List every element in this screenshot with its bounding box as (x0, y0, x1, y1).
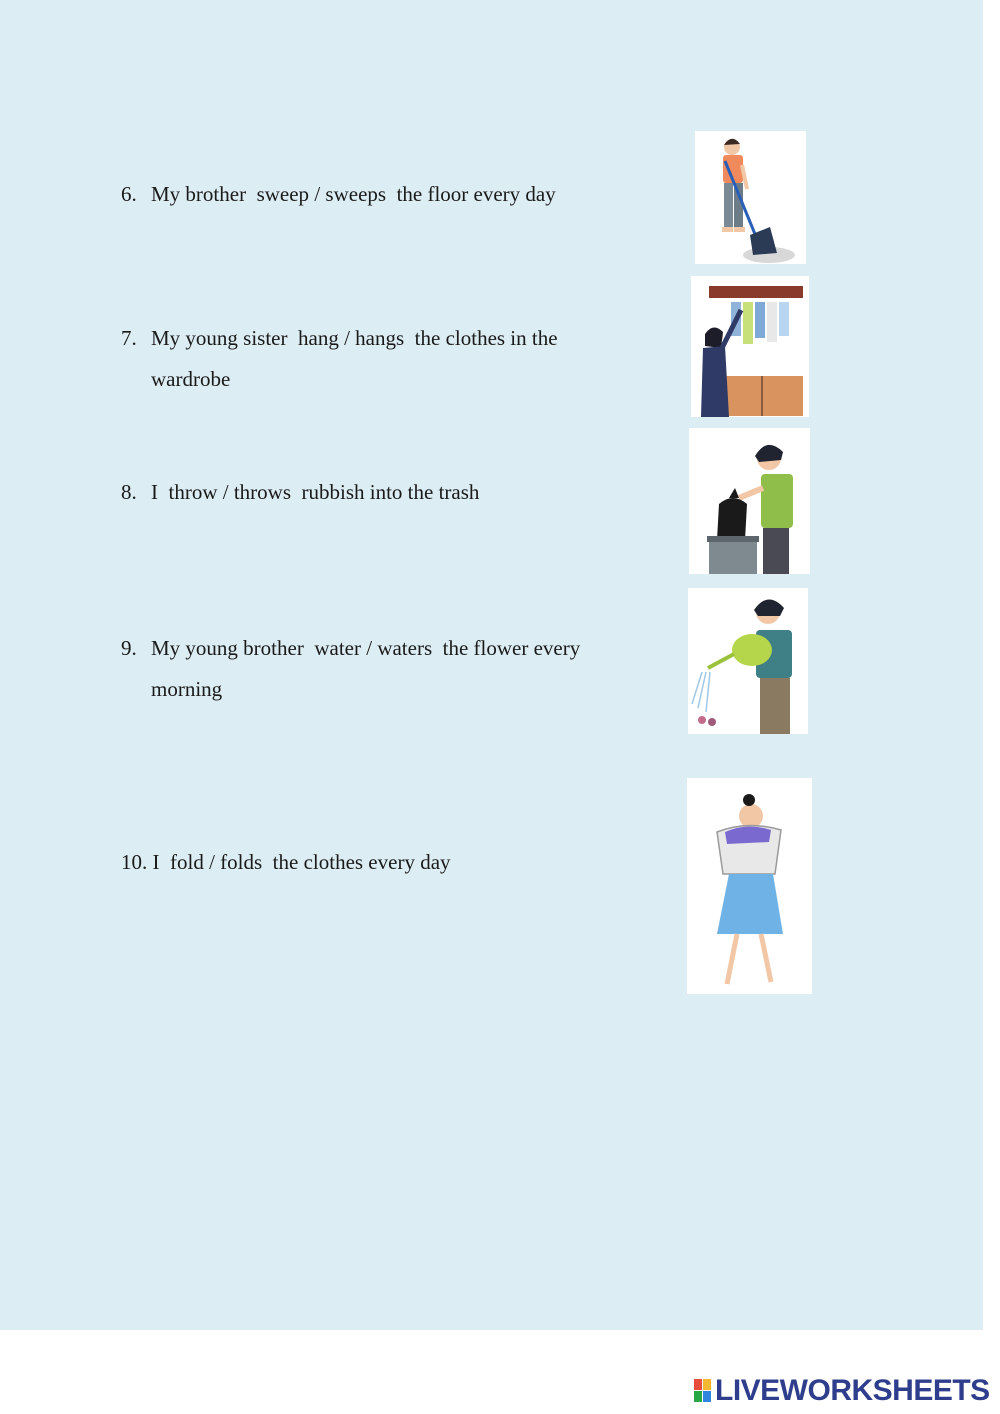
question-number: 8. (121, 480, 137, 504)
option-separator: / (222, 480, 229, 504)
liveworksheets-logo-icon (694, 1379, 712, 1403)
option-b[interactable]: waters (377, 636, 433, 660)
sentence-start: My brother (151, 182, 247, 206)
sentence-end: the floor every day (396, 182, 556, 206)
question-number: 7. (121, 326, 137, 350)
boy-sweeping-floor-image (695, 131, 806, 264)
option-b[interactable]: folds (220, 850, 263, 874)
sentence-end: the flower every morning (151, 636, 581, 701)
question-9 (121, 628, 591, 710)
option-b[interactable]: sweeps (325, 182, 387, 206)
liveworksheets-brand[interactable] (694, 1374, 990, 1408)
question-text (151, 318, 591, 400)
boy-watering-flowers-image (688, 588, 808, 734)
sentence-end: the clothes every day (272, 850, 451, 874)
option-separator: / (344, 326, 350, 350)
question-10 (121, 842, 591, 883)
option-a[interactable]: fold (170, 850, 204, 874)
question-6 (121, 174, 591, 215)
question-text (151, 628, 591, 710)
question-7 (121, 318, 591, 400)
girl-carrying-laundry-image (687, 778, 812, 994)
option-a[interactable]: water (314, 636, 361, 660)
option-a[interactable]: hang (298, 326, 339, 350)
option-b[interactable]: hangs (355, 326, 405, 350)
option-b[interactable]: throws (233, 480, 292, 504)
sentence-start: My young brother (151, 636, 304, 660)
question-text (151, 174, 591, 215)
option-a[interactable]: throw (168, 480, 218, 504)
question-number: 9. (121, 636, 137, 660)
option-separator: / (366, 636, 373, 660)
brand-name: LIVEWORKSHEETS (715, 1374, 990, 1407)
option-separator: / (314, 182, 321, 206)
sentence-start: My young sister (151, 326, 288, 350)
boy-throwing-rubbish-image (689, 428, 810, 574)
option-separator: / (209, 850, 215, 874)
sentence-start: I (152, 850, 160, 874)
girl-hanging-clothes-image (691, 276, 809, 417)
question-number: 6. (121, 182, 137, 206)
sentence-start: I (151, 480, 158, 504)
question-number: 10. (121, 850, 148, 874)
question-text (121, 842, 591, 883)
sentence-end: rubbish into the trash (301, 480, 480, 504)
question-text (151, 472, 591, 513)
sentence-end: the clothes in the wardrobe (151, 326, 558, 391)
question-8 (121, 472, 591, 513)
option-a[interactable]: sweep (256, 182, 310, 206)
